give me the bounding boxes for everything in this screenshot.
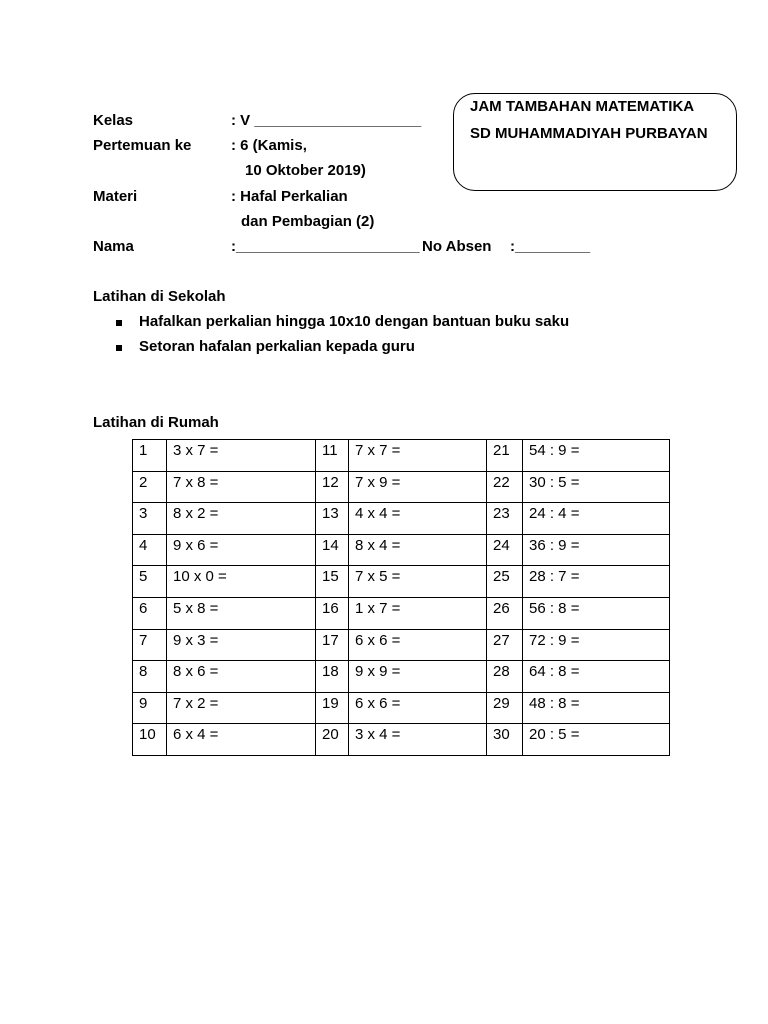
pertemuan-label: Pertemuan ke (93, 137, 192, 154)
problem-expression: 9 x 3 = (167, 629, 316, 661)
materi-value-cont: dan Pembagian (2) (241, 213, 375, 230)
table-row (133, 661, 670, 693)
problem-number: 22 (487, 471, 523, 503)
problem-expression: 72 : 9 = (523, 629, 670, 661)
problem-expression: 10 x 0 = (167, 566, 316, 598)
problem-number: 4 (133, 534, 167, 566)
school-header-box (453, 93, 737, 191)
problem-number: 7 (133, 629, 167, 661)
problem-number: 9 (133, 692, 167, 724)
table-row (133, 724, 670, 756)
problem-expression: 8 x 4 = (349, 534, 487, 566)
sekolah-heading: Latihan di Sekolah (93, 288, 226, 305)
problem-number: 19 (316, 692, 349, 724)
table-row (133, 629, 670, 661)
problem-expression: 54 : 9 = (523, 440, 670, 472)
problem-number: 10 (133, 724, 167, 756)
problem-number: 12 (316, 471, 349, 503)
table-row (133, 503, 670, 535)
pertemuan-value: : 6 (Kamis, (231, 137, 307, 154)
problem-expression: 20 : 5 = (523, 724, 670, 756)
problem-expression: 56 : 8 = (523, 597, 670, 629)
problem-expression: 24 : 4 = (523, 503, 670, 535)
problem-expression: 3 x 7 = (167, 440, 316, 472)
problem-number: 18 (316, 661, 349, 693)
table-row (133, 692, 670, 724)
materi-value: : Hafal Perkalian (231, 188, 348, 205)
problem-number: 17 (316, 629, 349, 661)
latihan-rumah-table (132, 439, 670, 756)
problem-expression: 7 x 5 = (349, 566, 487, 598)
problem-number: 30 (487, 724, 523, 756)
problem-number: 6 (133, 597, 167, 629)
rumah-heading: Latihan di Rumah (93, 414, 219, 431)
problem-expression: 3 x 4 = (349, 724, 487, 756)
problem-number: 20 (316, 724, 349, 756)
pertemuan-date: 10 Oktober 2019) (245, 162, 366, 179)
bullet-icon (116, 345, 122, 351)
problem-number: 29 (487, 692, 523, 724)
problem-number: 3 (133, 503, 167, 535)
problem-expression: 7 x 8 = (167, 471, 316, 503)
problem-expression: 6 x 4 = (167, 724, 316, 756)
problem-number: 11 (316, 440, 349, 472)
header-school-name: SD MUHAMMADIYAH PURBAYAN (470, 125, 708, 142)
problem-expression: 5 x 8 = (167, 597, 316, 629)
problem-number: 13 (316, 503, 349, 535)
problem-expression: 6 x 6 = (349, 692, 487, 724)
problem-expression: 30 : 5 = (523, 471, 670, 503)
problem-expression: 8 x 2 = (167, 503, 316, 535)
bullet-icon (116, 320, 122, 326)
absen-label: No Absen (422, 238, 492, 255)
problem-expression: 8 x 6 = (167, 661, 316, 693)
absen-field: :_________ (510, 238, 591, 255)
table-row (133, 471, 670, 503)
problem-number: 2 (133, 471, 167, 503)
problem-expression: 28 : 7 = (523, 566, 670, 598)
sekolah-item-2: Setoran hafalan perkalian kepada guru (139, 338, 415, 355)
kelas-value: : V ____________________ (231, 112, 422, 129)
problem-expression: 48 : 8 = (523, 692, 670, 724)
problem-number: 16 (316, 597, 349, 629)
nama-field: :______________________ (231, 238, 420, 255)
problem-expression: 7 x 2 = (167, 692, 316, 724)
problem-number: 27 (487, 629, 523, 661)
problem-number: 24 (487, 534, 523, 566)
kelas-label: Kelas (93, 112, 134, 129)
sekolah-item-1: Hafalkan perkalian hingga 10x10 dengan bantuan buku saku (139, 313, 570, 330)
problem-number: 1 (133, 440, 167, 472)
nama-label: Nama (93, 238, 134, 255)
problem-expression: 64 : 8 = (523, 661, 670, 693)
problem-expression: 9 x 9 = (349, 661, 487, 693)
problem-number: 14 (316, 534, 349, 566)
problem-expression: 4 x 4 = (349, 503, 487, 535)
problem-number: 5 (133, 566, 167, 598)
problem-expression: 1 x 7 = (349, 597, 487, 629)
problem-number: 23 (487, 503, 523, 535)
problem-expression: 9 x 6 = (167, 534, 316, 566)
problem-number: 15 (316, 566, 349, 598)
problem-expression: 7 x 7 = (349, 440, 487, 472)
table-row (133, 566, 670, 598)
problem-number: 28 (487, 661, 523, 693)
materi-label: Materi (93, 188, 138, 205)
table-row (133, 597, 670, 629)
problem-expression: 36 : 9 = (523, 534, 670, 566)
problem-number: 25 (487, 566, 523, 598)
problem-number: 8 (133, 661, 167, 693)
problem-expression: 6 x 6 = (349, 629, 487, 661)
problem-number: 26 (487, 597, 523, 629)
table-row (133, 534, 670, 566)
header-title: JAM TAMBAHAN MATEMATIKA (470, 98, 695, 115)
problem-number: 21 (487, 440, 523, 472)
problem-expression: 7 x 9 = (349, 471, 487, 503)
table-row (133, 440, 670, 472)
